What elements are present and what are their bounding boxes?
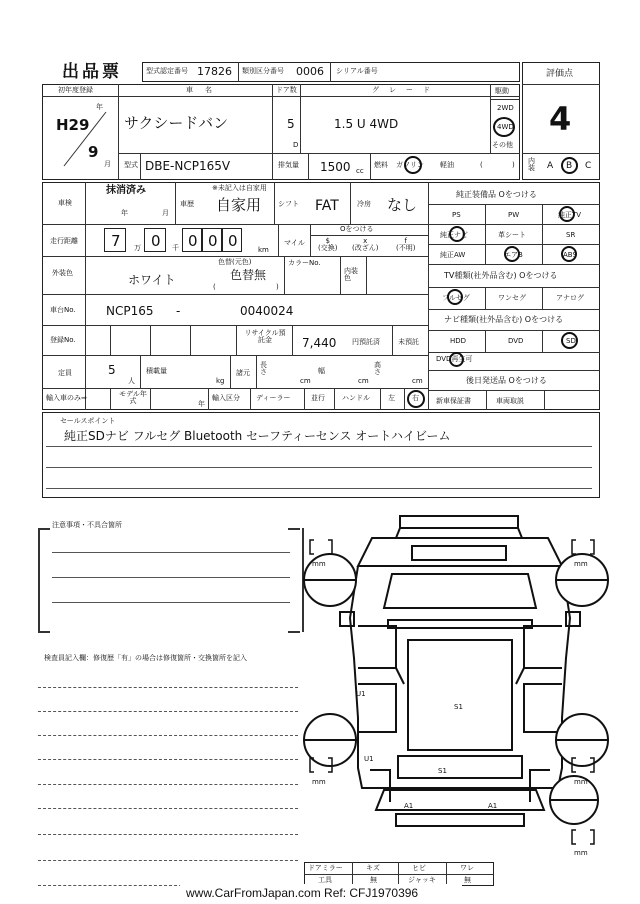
recycle-paid: 円預託済: [352, 338, 380, 346]
equip-abs: ABS: [563, 251, 577, 259]
history-label: 車歴: [180, 200, 194, 208]
dealer-label: ディーラー: [256, 394, 291, 402]
mm-spare: mm: [574, 849, 588, 857]
equip-navi: 純正ナビ: [440, 231, 468, 239]
month-suffix: 月: [104, 160, 111, 168]
history-value: 自家用: [216, 196, 262, 214]
interior-c: C: [585, 161, 592, 171]
drive-2wd: 2WD: [497, 104, 514, 112]
later-title: 後日発送品 Oをつける: [466, 376, 547, 385]
watermark: www.CarFromJapan.com Ref: CFJ1970396: [186, 886, 419, 900]
reg-no-label: 登録No.: [50, 336, 76, 344]
sd-circle: [561, 332, 578, 349]
car-name-label: 車名: [186, 86, 224, 94]
navi-sd: SD: [566, 337, 576, 345]
navi-hdd: HDD: [450, 337, 467, 345]
length-cm: cm: [300, 377, 311, 385]
color-label: 外装色: [52, 269, 73, 277]
later-warranty: 新車保証書: [436, 397, 471, 405]
import-class-label: 輸入区分: [212, 394, 240, 402]
equip-pw: PW: [508, 211, 520, 219]
date-slash: [60, 110, 110, 170]
load-label: 積載量: [146, 367, 167, 375]
tv-oneseg: ワンセグ: [498, 294, 526, 302]
equip-leather: 革シート: [498, 231, 526, 239]
width-cm: cm: [358, 377, 369, 385]
year-suffix: 年: [96, 103, 103, 111]
sales-point-box: [42, 412, 600, 498]
tv-title: TV種類(社外品含む) Oをつける: [444, 271, 558, 280]
fuel-paren-close: ): [512, 161, 515, 169]
tv-fullseg: フルセグ: [442, 294, 470, 302]
right-handle-circle: [407, 390, 425, 408]
color-paren-open: (: [213, 283, 216, 291]
legend-tools-value: 無: [370, 876, 377, 884]
mark-a1-left: A1: [404, 802, 414, 810]
meter-altered: x (改ざん): [352, 237, 379, 252]
height-cm: cm: [412, 377, 423, 385]
mm-front-left: mm: [312, 560, 326, 568]
interior-b: B: [566, 161, 573, 171]
grade-value: 1.5 U 4WD: [334, 117, 399, 131]
interior-label: 内装: [528, 157, 535, 172]
mileage-man: 万: [134, 244, 141, 252]
inspection-value: 抹消済み: [106, 185, 146, 196]
fuel-gasoline-circle: [404, 156, 422, 174]
mileage-digit-4: 0: [208, 232, 218, 250]
mileage-digit-3: 0: [188, 232, 198, 250]
score-value: 4: [549, 100, 572, 138]
displacement-unit: cc: [356, 167, 364, 175]
right-label: 右: [412, 394, 419, 402]
interior-b-circle: [561, 157, 578, 174]
fuel-paren: (: [480, 161, 483, 169]
width-label: 幅: [318, 367, 325, 375]
shift-value: FAT: [315, 198, 339, 214]
left-label: 左: [388, 394, 395, 402]
displacement-label: 排気量: [278, 161, 299, 169]
navi-circle: [449, 226, 465, 242]
model-cert-value: 17826: [197, 65, 232, 78]
mileage-digit-1: 7: [111, 232, 121, 250]
import-label: 輸入車のみ⇒: [46, 394, 87, 402]
legend-mirror: ドアミラー: [308, 864, 343, 872]
interior-color-label: 内装色: [344, 267, 358, 282]
color-paren-close: ): [276, 283, 279, 291]
model-cert-label: 型式認定番号: [146, 67, 188, 75]
car-name: サクシードバン: [124, 114, 229, 132]
chassis-label: 車台No.: [50, 306, 76, 314]
mileage-km: km: [258, 246, 269, 254]
equip-tv: 純正TV: [558, 211, 582, 219]
history-note: ※未記入は自家用: [212, 184, 267, 192]
mileage-digit-5: 0: [228, 232, 238, 250]
tv-analog: アナログ: [556, 294, 584, 302]
chassis-number: 0040024: [240, 304, 294, 318]
doors-value: 5: [287, 117, 295, 131]
drive-4wd: 4WD: [497, 123, 514, 131]
first-reg-label: 初年度登録: [58, 86, 93, 94]
mm-rear-right: mm: [574, 778, 588, 786]
meter-unknown: f (不明): [396, 237, 416, 252]
recycle-unpaid: 未預託: [398, 338, 419, 346]
mileage-sen: 千: [172, 244, 179, 252]
legend-crack: ヒビ: [412, 864, 426, 872]
drive-4wd-circle: [493, 117, 515, 137]
mileage-digit-2: 0: [151, 232, 161, 250]
handle-label: ハンドル: [342, 394, 370, 402]
inspector-label: 検査員記入欄：修復歴「有」の場合は修復箇所・交換箇所を記入: [44, 654, 247, 662]
mark-s1-top: S1: [454, 703, 463, 711]
color-value: ホワイト: [128, 273, 176, 287]
chassis-prefix: NCP165: [106, 304, 154, 318]
navi-title: ナビ種類(社外品含む) Oをつける: [444, 315, 564, 324]
mark-u1-bottom: U1: [364, 755, 374, 763]
meter-circle-hint: Oをつける: [340, 225, 374, 233]
inspection-month: 月: [162, 209, 169, 217]
ac-label: 冷房: [357, 200, 371, 208]
color-no-label: カラーNo.: [288, 259, 321, 267]
capacity-value: 5: [108, 363, 116, 377]
legend-tools: 工具: [318, 876, 332, 884]
sales-point-label: セールスポイント: [60, 417, 116, 425]
ac-value: なし: [387, 196, 418, 214]
mm-rear-left: mm: [312, 778, 326, 786]
dvd-play-label: DVD再生可: [436, 355, 473, 363]
drive-other: その他: [492, 141, 513, 149]
grade-label: グレード: [372, 86, 440, 94]
inspection-label: 車検: [58, 199, 72, 207]
month-value: 9: [88, 143, 99, 161]
drive-label: 駆動: [495, 87, 509, 95]
later-manual: 車両取説: [496, 397, 524, 405]
equip-ps: PS: [452, 211, 461, 219]
airbag-circle: [504, 246, 520, 262]
model-year-label: モデル年式: [119, 390, 147, 405]
length-label: 長さ: [260, 361, 267, 376]
car-diagram: [300, 508, 620, 888]
form-title: 出品票: [62, 62, 122, 82]
sales-point-text: 純正SDナビ フルセグ Bluetooth セーフティーセンス オートハイビーム: [64, 429, 451, 443]
fuel-label: 燃料: [374, 161, 388, 169]
chassis-dash: -: [176, 304, 181, 318]
class-label: 類別区分番号: [242, 67, 284, 75]
color-change-label: 色替(元色): [218, 258, 252, 266]
height-label: 高さ: [374, 361, 381, 376]
size-label: 諸元: [236, 369, 250, 377]
shift-label: シフト: [278, 200, 299, 208]
legend-jack: ジャッキ: [408, 876, 436, 884]
class-value: 0006: [296, 65, 324, 78]
model-type-value: DBE-NCP165V: [145, 159, 231, 173]
parallel-label: 並行: [311, 394, 325, 402]
light-oil-label: 軽油: [440, 161, 454, 169]
year-label: 年: [198, 400, 205, 408]
equip-aw: 純正AW: [440, 251, 466, 259]
dvd-play-circle: [449, 352, 464, 367]
mileage-digits: [104, 226, 254, 256]
capacity-label: 定員: [58, 369, 72, 377]
navi-dvd: DVD: [508, 337, 524, 345]
inspection-year: 年: [121, 209, 128, 217]
mm-front-right: mm: [574, 560, 588, 568]
color-change-value: 色替無: [230, 268, 267, 282]
score-label: 評価点: [546, 69, 574, 79]
abs-circle: [561, 246, 577, 262]
doors-label: ドア数: [276, 86, 297, 94]
recycle-label: リサイクル預託金: [244, 329, 286, 344]
equipment-title: 純正装備品 Oをつける: [456, 190, 537, 199]
tv-circle: [559, 206, 575, 222]
legend-break: ワレ: [460, 864, 474, 872]
mark-u1-top: U1: [356, 690, 366, 698]
mark-s1-bottom: S1: [438, 767, 447, 775]
load-unit: kg: [216, 377, 225, 385]
legend-scratch: キズ: [366, 864, 380, 872]
serial-label: シリアル番号: [336, 67, 378, 75]
fuel-value: ガソリン: [396, 161, 424, 169]
caution-label: 注意事項・不具合箇所: [52, 521, 122, 529]
displacement-value: 1500: [320, 160, 351, 174]
doors-d: D: [293, 141, 299, 149]
caution-area: [38, 528, 304, 632]
recycle-value: 7,440: [302, 336, 337, 350]
legend-jack-value: 無: [464, 876, 471, 884]
interior-a: A: [547, 161, 554, 171]
capacity-unit: 人: [128, 377, 135, 385]
era-year: H29: [56, 116, 90, 134]
mileage-label: 走行距離: [50, 237, 78, 245]
mark-a1-right: A1: [488, 802, 498, 810]
meter-exchange: $ (交換): [318, 237, 338, 252]
fullseg-circle: [447, 289, 463, 305]
meter-label: マイル: [284, 239, 305, 247]
model-type-label: 型式: [124, 161, 138, 169]
equip-sr: SR: [566, 231, 576, 239]
equip-airbag: エアB: [504, 251, 523, 259]
